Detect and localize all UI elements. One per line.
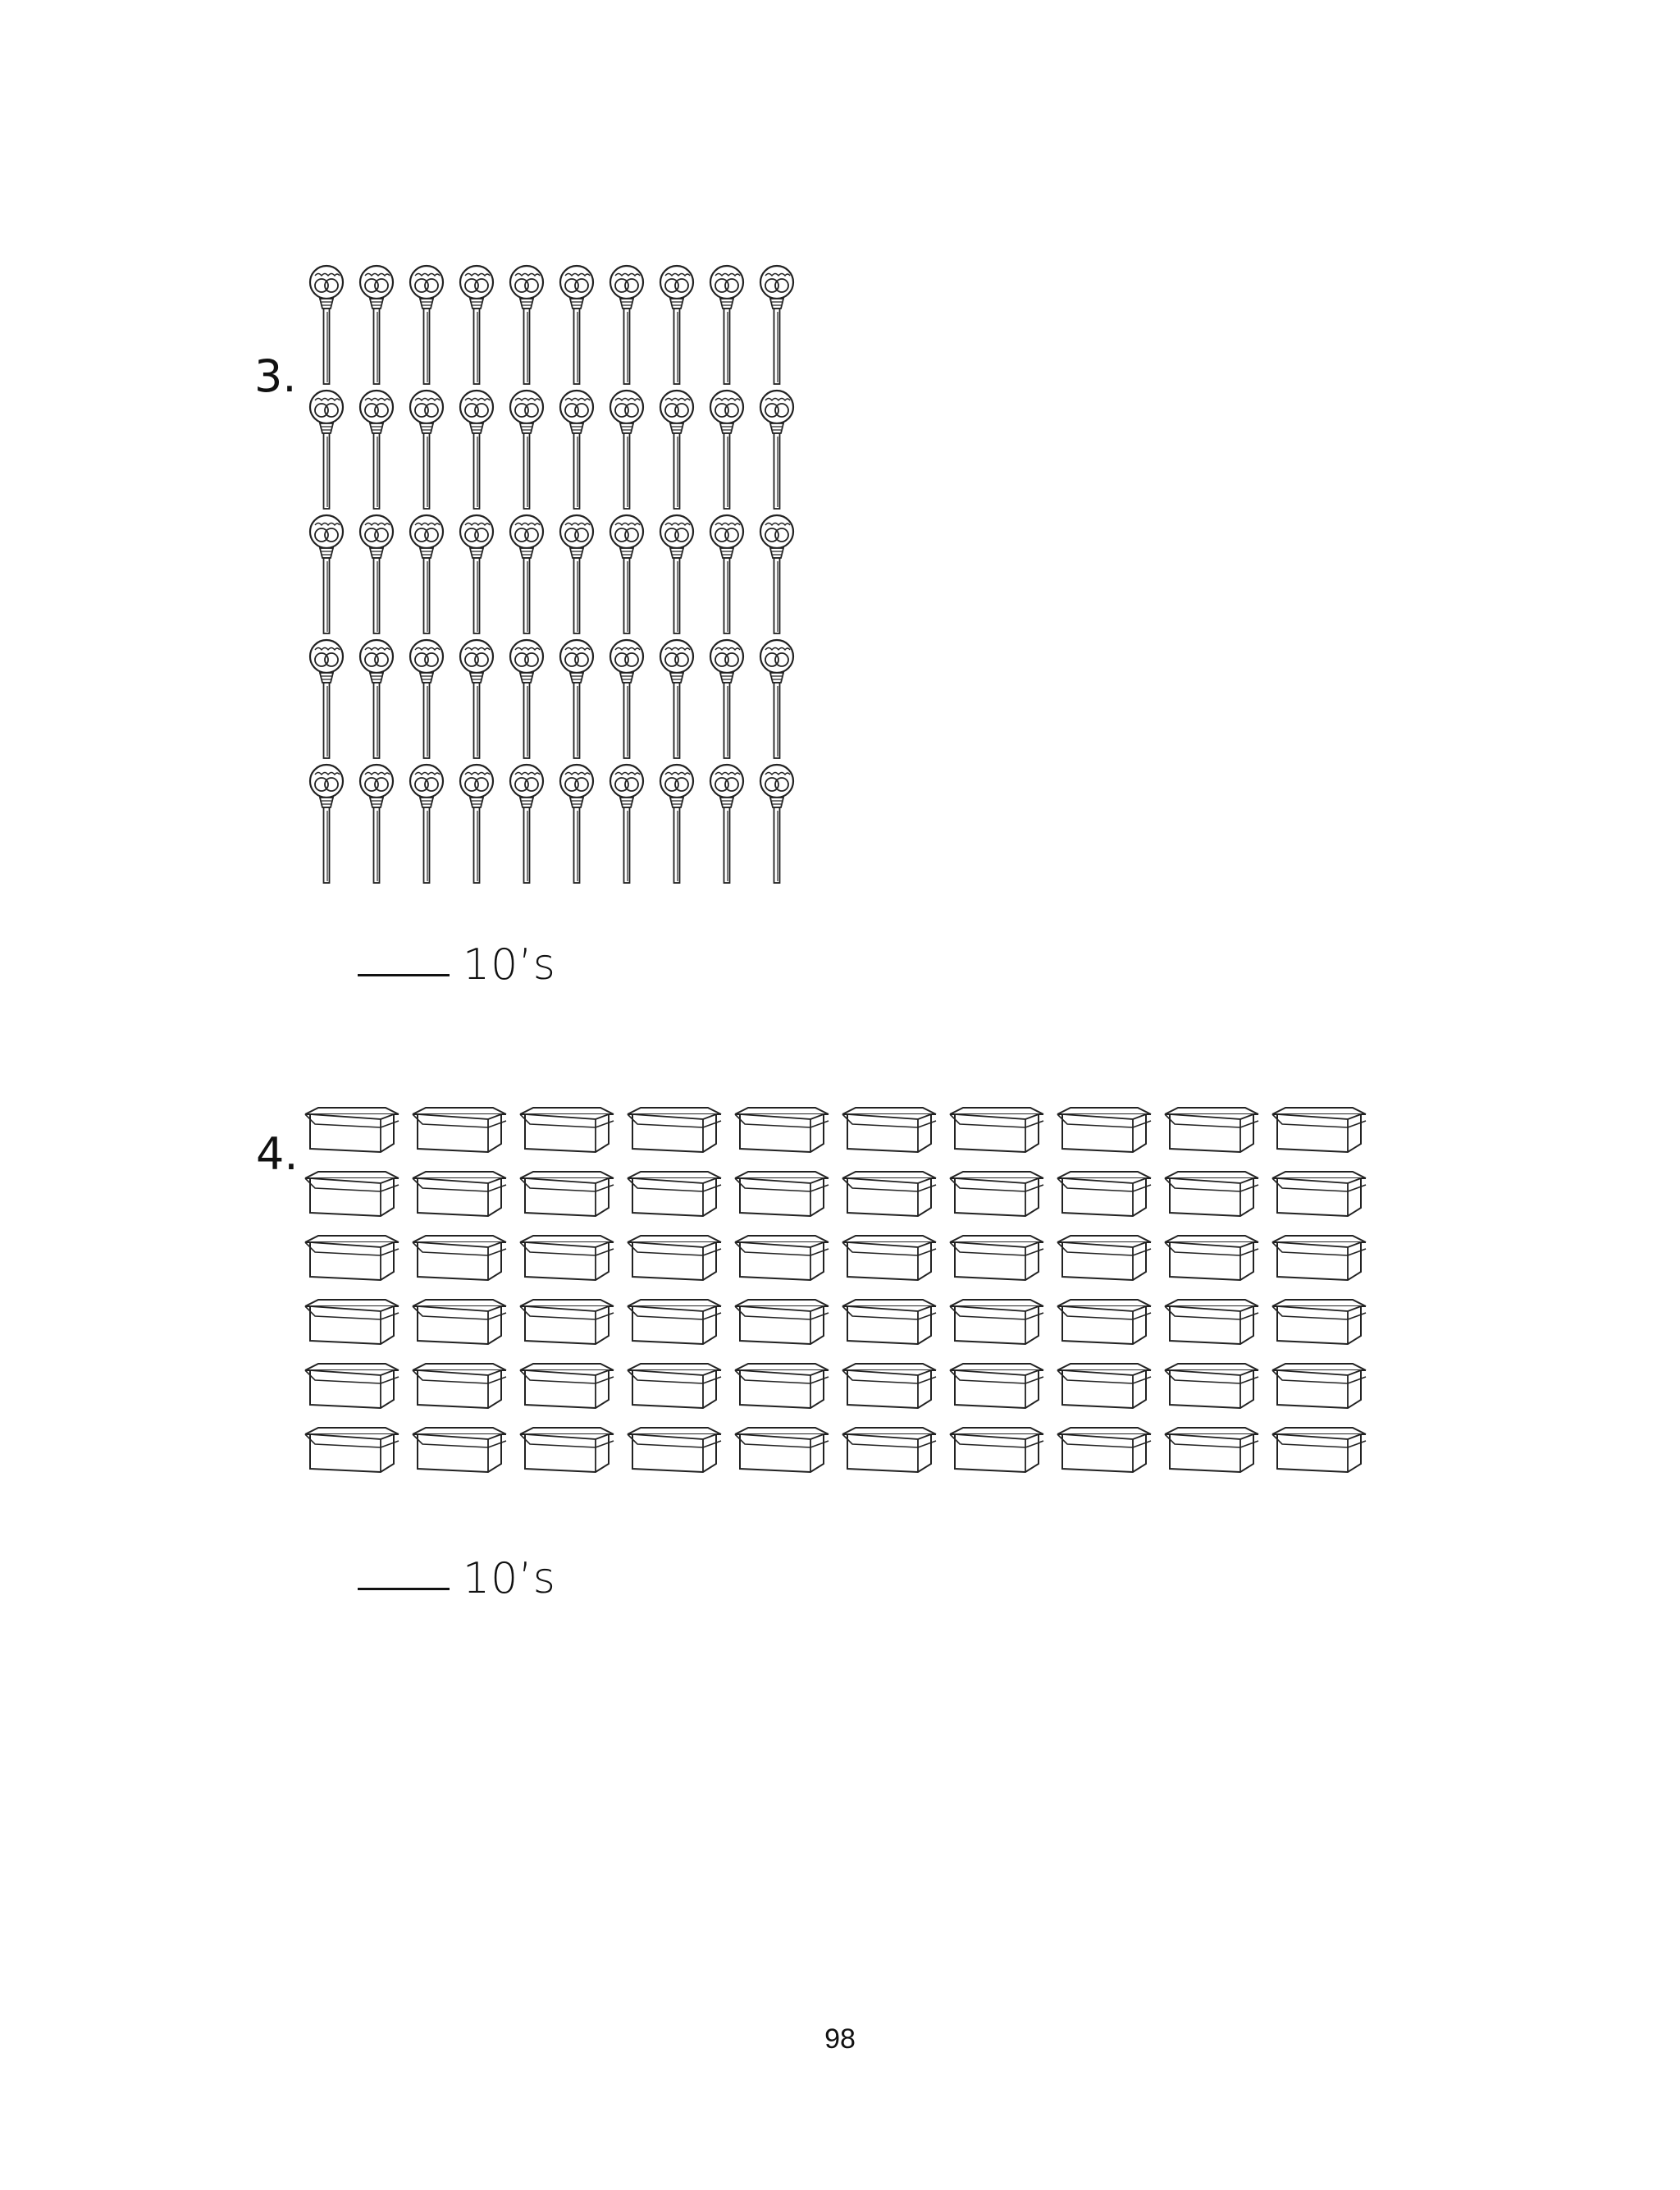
open-box-icon	[517, 1298, 617, 1346]
open-box-icon	[302, 1234, 402, 1282]
open-box-icon	[947, 1106, 1047, 1154]
lollipop-icon	[454, 264, 500, 387]
open-box-icon	[302, 1426, 402, 1474]
answer-label-3: 10’s	[463, 940, 556, 990]
lollipop-icon	[754, 763, 800, 886]
open-box-icon	[409, 1426, 509, 1474]
open-box-icon	[302, 1170, 402, 1218]
problem-4-answer	[358, 1554, 556, 1603]
open-box-icon	[732, 1426, 832, 1474]
open-box-icon	[1269, 1234, 1369, 1282]
lollipop-icon	[554, 638, 600, 761]
open-box-icon	[302, 1298, 402, 1346]
open-box-icon	[1269, 1362, 1369, 1410]
lollipop-icon	[554, 389, 600, 512]
lollipop-icon	[354, 389, 399, 512]
lollipop-icon	[704, 514, 750, 637]
open-box-icon	[732, 1170, 832, 1218]
lollipop-icon	[554, 264, 600, 387]
open-box-icon	[624, 1362, 724, 1410]
answer-blank-4[interactable]	[358, 1588, 450, 1590]
answer-label-4: 10’s	[463, 1554, 556, 1603]
lollipop-icon	[304, 264, 349, 387]
open-box-icon	[302, 1362, 402, 1410]
problem-4-number: 4.	[256, 1128, 299, 1180]
open-box-icon	[732, 1298, 832, 1346]
lollipop-icon	[304, 389, 349, 512]
open-box-icon	[624, 1426, 724, 1474]
open-box-icon	[517, 1234, 617, 1282]
lollipop-icon	[654, 763, 700, 886]
open-box-icon	[732, 1234, 832, 1282]
open-box-icon	[1162, 1426, 1262, 1474]
lollipop-icon	[454, 514, 500, 637]
open-box-icon	[947, 1170, 1047, 1218]
lollipop-icon	[404, 514, 450, 637]
lollipop-icon	[504, 514, 550, 637]
open-box-icon	[839, 1106, 939, 1154]
lollipop-icon	[654, 638, 700, 761]
open-box-icon	[839, 1170, 939, 1218]
lollipop-icon	[504, 763, 550, 886]
lollipop-icon	[554, 514, 600, 637]
lollipop-icon	[504, 264, 550, 387]
open-box-icon	[1054, 1170, 1154, 1218]
open-box-icon	[624, 1298, 724, 1346]
lollipop-icon	[354, 763, 399, 886]
lollipop-icon	[604, 264, 650, 387]
lollipop-icon	[354, 514, 399, 637]
open-box-icon	[409, 1170, 509, 1218]
open-box-icon	[409, 1298, 509, 1346]
open-box-icon	[947, 1234, 1047, 1282]
open-box-icon	[624, 1106, 724, 1154]
open-box-icon	[1269, 1426, 1369, 1474]
problem-3-answer	[358, 940, 556, 990]
lollipop-icon	[354, 638, 399, 761]
lollipop-icon	[454, 638, 500, 761]
lollipop-icon	[504, 389, 550, 512]
open-box-icon	[1162, 1362, 1262, 1410]
lollipop-icon	[404, 763, 450, 886]
open-box-icon	[839, 1234, 939, 1282]
open-box-icon	[1162, 1106, 1262, 1154]
lollipop-icon	[354, 264, 399, 387]
lollipop-icon	[604, 638, 650, 761]
answer-blank-3[interactable]	[358, 974, 450, 976]
open-box-icon	[732, 1106, 832, 1154]
open-box-icon	[409, 1362, 509, 1410]
open-box-icon	[624, 1234, 724, 1282]
open-box-icon	[1054, 1298, 1154, 1346]
lollipop-icon	[554, 763, 600, 886]
lollipop-icon	[654, 389, 700, 512]
open-box-icon	[1269, 1170, 1369, 1218]
lollipop-icon	[654, 264, 700, 387]
lollipop-icon	[454, 763, 500, 886]
lollipop-icon	[404, 638, 450, 761]
lollipop-icon	[754, 638, 800, 761]
open-box-icon	[947, 1362, 1047, 1410]
open-box-icon	[1162, 1234, 1262, 1282]
open-box-icon	[517, 1106, 617, 1154]
lollipop-icon	[704, 264, 750, 387]
open-box-icon	[839, 1426, 939, 1474]
lollipop-icon	[654, 514, 700, 637]
problem-3-number: 3.	[254, 350, 297, 402]
lollipop-icon	[304, 763, 349, 886]
lollipop-icon	[404, 389, 450, 512]
lollipop-icon	[604, 763, 650, 886]
open-box-icon	[732, 1362, 832, 1410]
lollipop-icon	[704, 389, 750, 512]
open-box-icon	[1162, 1298, 1262, 1346]
lollipop-icon	[754, 264, 800, 387]
open-box-icon	[947, 1426, 1047, 1474]
open-box-icon	[1054, 1426, 1154, 1474]
lollipop-icon	[454, 389, 500, 512]
open-box-icon	[1054, 1234, 1154, 1282]
open-box-icon	[517, 1426, 617, 1474]
lollipop-icon	[304, 514, 349, 637]
lollipop-icon	[604, 514, 650, 637]
open-box-icon	[1269, 1106, 1369, 1154]
lollipop-icon	[304, 638, 349, 761]
open-box-icon	[1269, 1298, 1369, 1346]
open-box-icon	[624, 1170, 724, 1218]
open-box-icon	[947, 1298, 1047, 1346]
lollipop-icon	[604, 389, 650, 512]
lollipop-grid	[304, 264, 812, 894]
lollipop-icon	[404, 264, 450, 387]
open-box-icon	[409, 1234, 509, 1282]
open-box-icon	[1054, 1362, 1154, 1410]
open-box-icon	[1162, 1170, 1262, 1218]
open-box-icon	[839, 1362, 939, 1410]
page-number: 98	[824, 2023, 856, 2055]
open-box-icon	[839, 1298, 939, 1346]
open-box-icon	[1054, 1106, 1154, 1154]
lollipop-icon	[504, 638, 550, 761]
lollipop-icon	[754, 514, 800, 637]
open-box-icon	[302, 1106, 402, 1154]
open-box-icon	[409, 1106, 509, 1154]
open-box-icon	[517, 1362, 617, 1410]
box-grid	[302, 1106, 1378, 1492]
open-box-icon	[517, 1170, 617, 1218]
lollipop-icon	[704, 638, 750, 761]
lollipop-icon	[704, 763, 750, 886]
lollipop-icon	[754, 389, 800, 512]
